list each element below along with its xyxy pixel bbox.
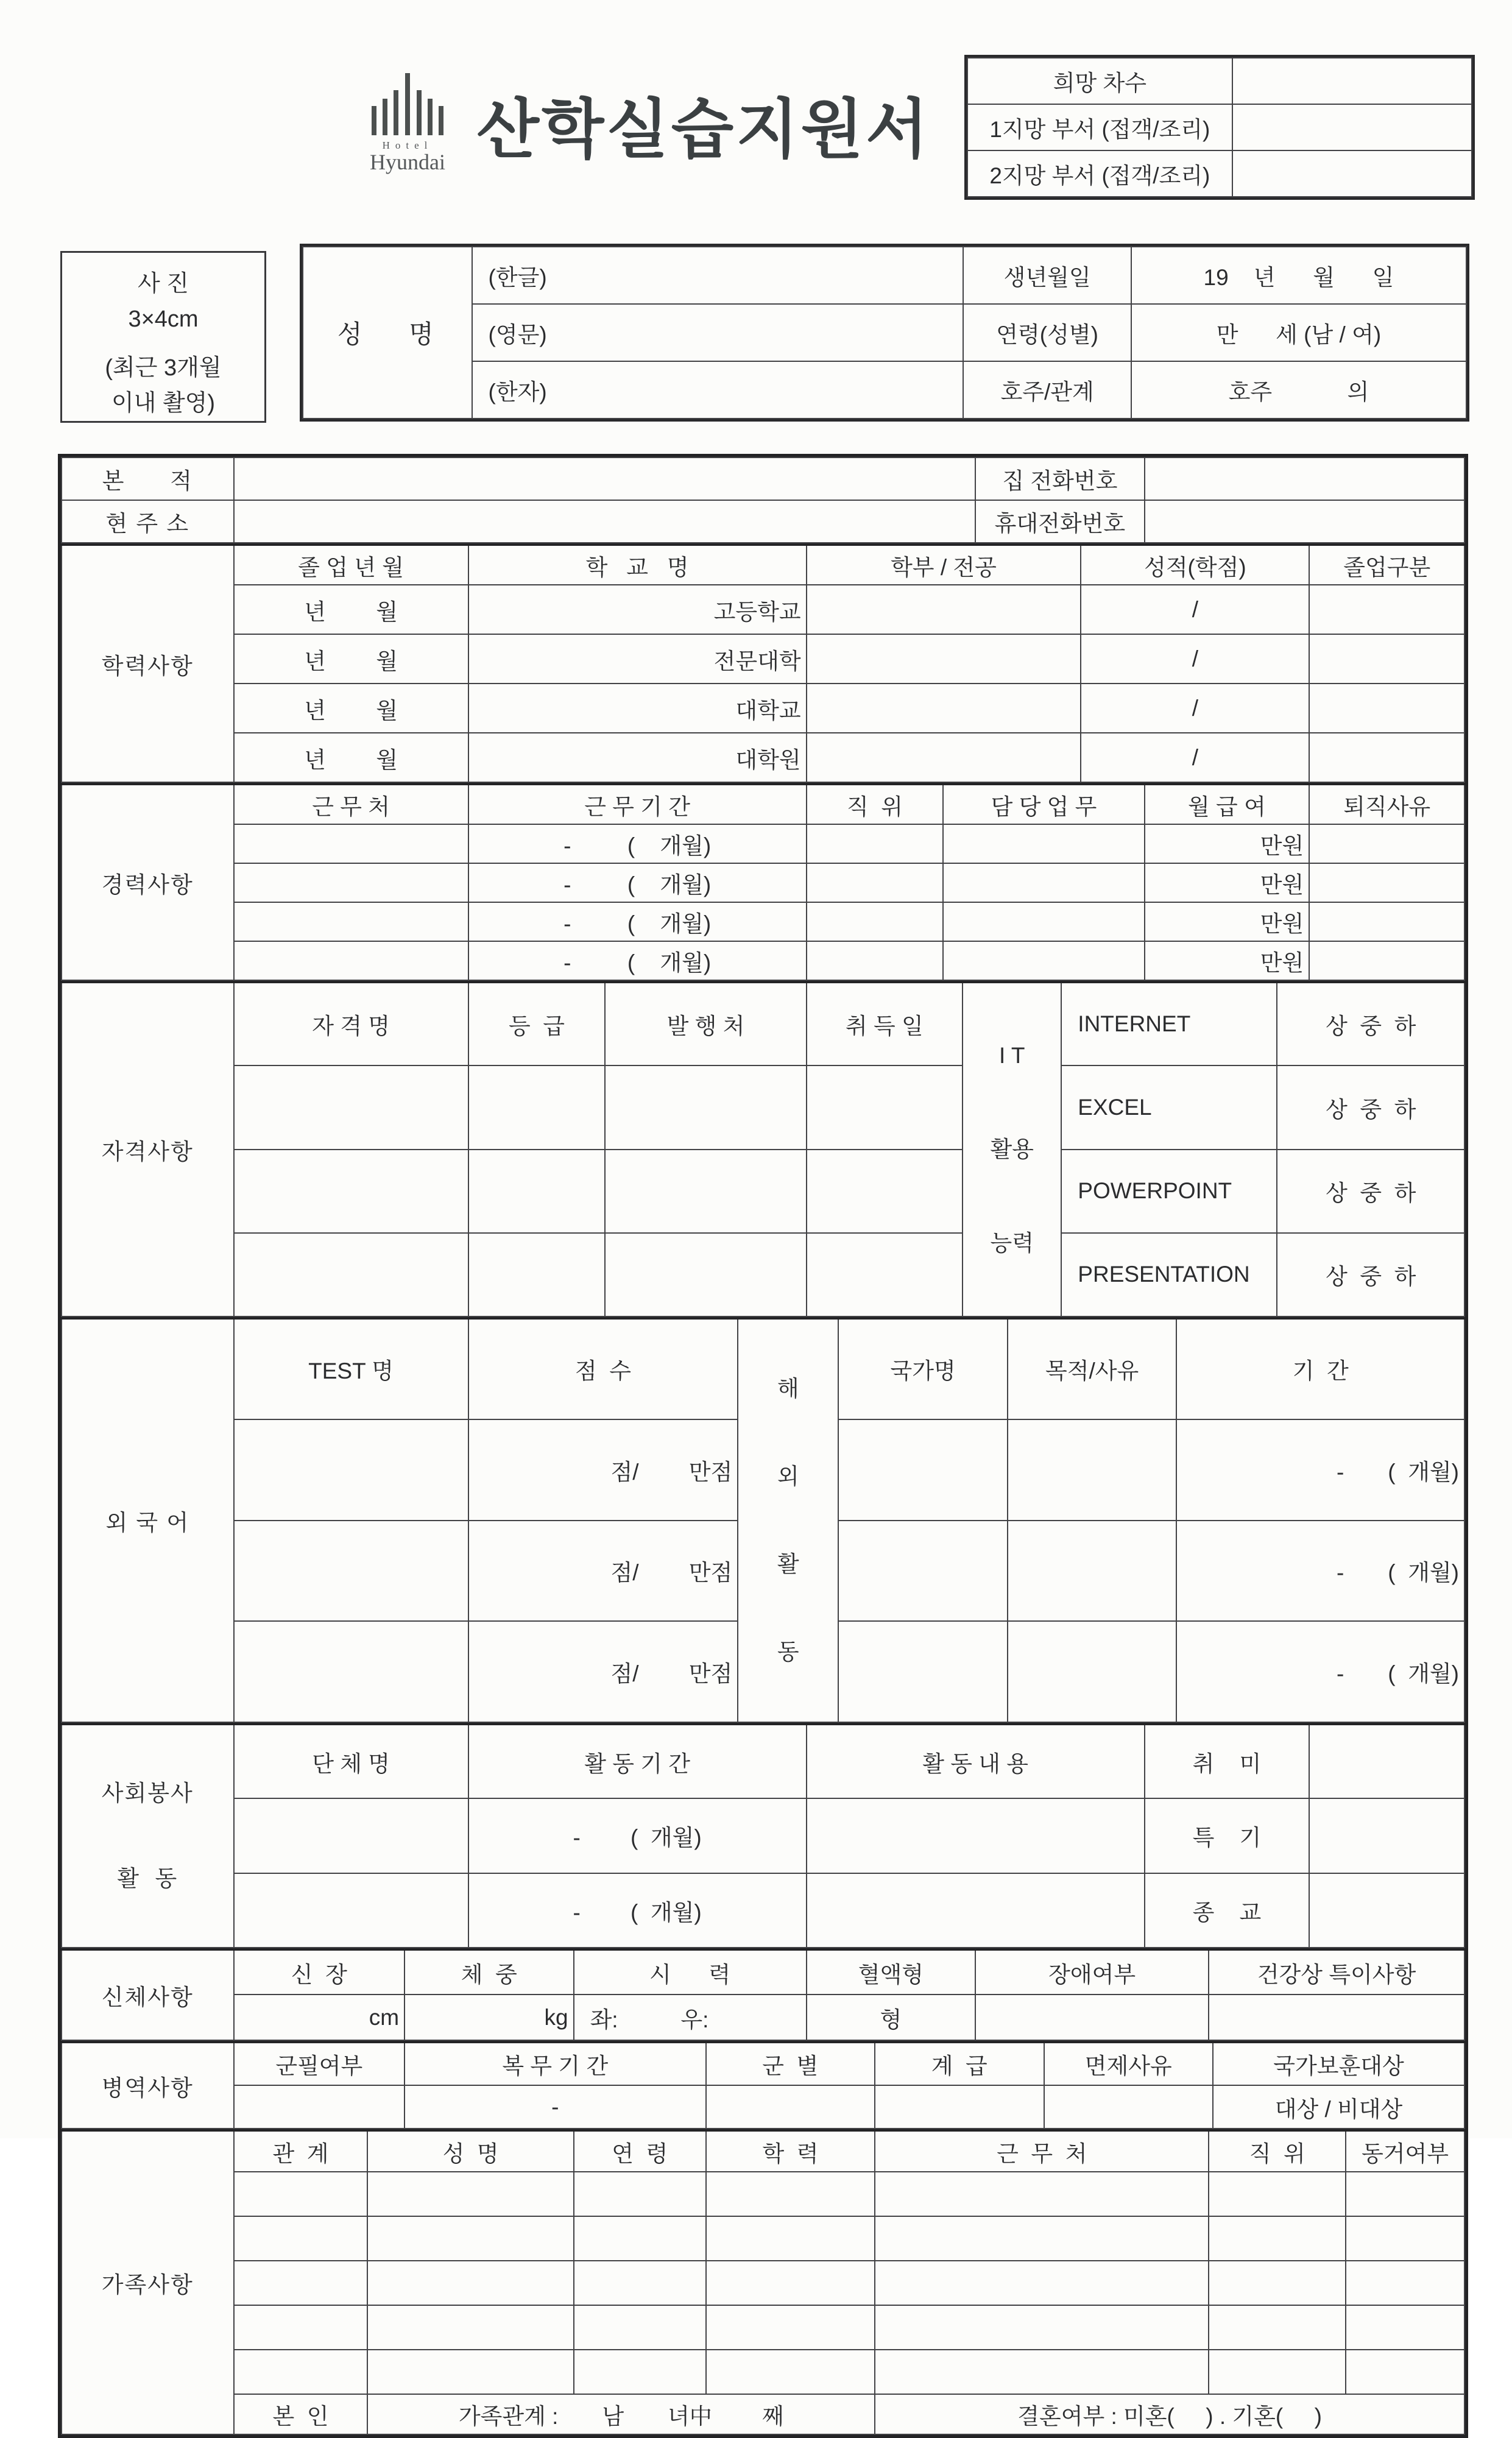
mil-header-veteran: 국가보훈대상 xyxy=(1213,2042,1464,2085)
career-position-field xyxy=(807,824,944,863)
volunteer-section-label xyxy=(62,1724,234,1948)
overseas-header-purpose: 목적/사유 xyxy=(1008,1318,1177,1419)
fam-edu-field xyxy=(706,2350,875,2394)
edu-school-university: 대학교 xyxy=(468,684,807,733)
religion-label: 종 교 xyxy=(1145,1873,1310,1948)
lang-header-score: 점 수 xyxy=(468,1318,738,1419)
it-label-line: 능력 xyxy=(990,1231,1034,1256)
it-label-line: 활용 xyxy=(990,1137,1034,1162)
cert-name-field xyxy=(234,1233,468,1316)
career-salary-unit: 만원 xyxy=(1145,941,1310,980)
fam-work-field xyxy=(875,2261,1209,2305)
phy-header-disability: 장애여부 xyxy=(975,1949,1209,1995)
career-header-period: 근 무 기 간 xyxy=(468,784,807,824)
career-section xyxy=(61,783,1465,981)
career-salary-unit: 만원 xyxy=(1145,824,1310,863)
cert-issuer-field xyxy=(605,1150,806,1233)
fam-name-field xyxy=(367,2350,573,2394)
cert-date-field xyxy=(807,1150,963,1233)
phy-health-field xyxy=(1209,1995,1464,2040)
phy-header-health: 건강상 특이사항 xyxy=(1209,1949,1464,1995)
career-duty-field xyxy=(943,824,1144,863)
it-item-powerpoint: POWERPOINT xyxy=(1061,1150,1277,1233)
phy-header-height: 신 장 xyxy=(234,1949,405,1995)
registered-address-field xyxy=(234,458,976,500)
career-header-position: 직 위 xyxy=(807,784,944,824)
lang-test-field xyxy=(234,1621,468,1722)
edu-type-field xyxy=(1309,585,1464,634)
it-level-presentation: 상 중 하 xyxy=(1277,1233,1464,1316)
mil-header-branch: 군 별 xyxy=(706,2042,875,2085)
cert-date-field xyxy=(807,1065,963,1149)
profile-table xyxy=(300,244,1469,422)
home-phone-label: 집 전화번호 xyxy=(975,458,1145,500)
career-reason-field xyxy=(1309,824,1464,863)
fam-header-name: 성 명 xyxy=(367,2130,573,2172)
specialty-field xyxy=(1309,1798,1464,1873)
cert-name-field xyxy=(234,1150,468,1233)
overseas-label-char: 동 xyxy=(777,1639,799,1664)
fam-work-field xyxy=(875,2305,1209,2350)
military-section-label: 병역사항 xyxy=(62,2042,234,2129)
career-salary-unit: 만원 xyxy=(1145,863,1310,902)
main-form-table xyxy=(58,454,1468,2438)
fam-cohabit-field xyxy=(1346,2261,1464,2305)
career-reason-field xyxy=(1309,863,1464,902)
edu-date-field: 년 월 xyxy=(234,684,468,733)
career-duty-field xyxy=(943,863,1144,902)
military-section xyxy=(61,2041,1465,2129)
career-reason-field xyxy=(1309,941,1464,980)
career-position-field xyxy=(807,941,944,980)
mil-header-period: 복 무 기 간 xyxy=(404,2042,705,2085)
home-phone-field xyxy=(1145,458,1464,500)
phy-weight-field: kg xyxy=(404,1995,574,2040)
career-header-company: 근 무 처 xyxy=(234,784,468,824)
overseas-country-field xyxy=(838,1419,1008,1521)
overseas-header-period: 기 간 xyxy=(1176,1318,1464,1419)
cert-header-name: 자 격 명 xyxy=(234,982,468,1065)
mil-veteran-field: 대상 / 비대상 xyxy=(1213,2085,1464,2129)
edu-header-type: 졸업구분 xyxy=(1309,545,1464,585)
mil-period-field: - xyxy=(404,2085,705,2129)
overseas-purpose-field xyxy=(1008,1521,1177,1622)
fam-age-field xyxy=(574,2172,706,2216)
mil-branch-field xyxy=(706,2085,875,2129)
cert-header-date: 취 득 일 xyxy=(807,982,963,1065)
lang-score-field: 점/ 만점 xyxy=(468,1419,738,1521)
age-gender-field: 만 세 (남 / 여) xyxy=(1131,304,1466,361)
fam-position-field xyxy=(1209,2172,1346,2216)
fam-position-field xyxy=(1209,2216,1346,2261)
it-level-internet: 상 중 하 xyxy=(1277,982,1464,1065)
career-reason-field xyxy=(1309,902,1464,941)
fam-cohabit-field xyxy=(1346,2350,1464,2394)
name-hanja-field: (한자) xyxy=(472,361,964,419)
fam-edu-field xyxy=(706,2261,875,2305)
phy-disability-field xyxy=(975,1995,1209,2040)
career-company-field xyxy=(234,941,468,980)
wish-table xyxy=(964,55,1475,200)
householder-label: 호주/관계 xyxy=(963,361,1131,419)
overseas-country-field xyxy=(838,1621,1008,1722)
name-english-field: (영문) xyxy=(472,304,964,361)
hotel-hyundai-logo xyxy=(355,67,460,174)
cert-issuer-field xyxy=(605,1065,806,1149)
phy-header-weight: 체 중 xyxy=(404,1949,574,1995)
certificates-section-label: 자격사항 xyxy=(62,982,234,1316)
vol-header-period: 활 동 기 간 xyxy=(468,1724,807,1798)
edu-major-field xyxy=(807,684,1081,733)
photo-note-line2: 이내 촬영) xyxy=(111,390,216,416)
householder-field: 호주 의 xyxy=(1131,361,1466,419)
photo-box xyxy=(60,251,266,423)
fam-name-field xyxy=(367,2216,573,2261)
fam-relation-field xyxy=(234,2350,368,2394)
lang-score-field: 점/ 만점 xyxy=(468,1521,738,1622)
overseas-purpose-field xyxy=(1008,1621,1177,1722)
career-period-field: - ( 개월) xyxy=(468,902,807,941)
career-period-field: - ( 개월) xyxy=(468,824,807,863)
overseas-activity-label xyxy=(738,1318,838,1722)
career-header-salary: 월 급 여 xyxy=(1145,784,1310,824)
career-salary-unit: 만원 xyxy=(1145,902,1310,941)
mil-rank-field xyxy=(875,2085,1044,2129)
fam-age-field xyxy=(574,2261,706,2305)
lang-test-field xyxy=(234,1419,468,1521)
religion-field xyxy=(1309,1873,1464,1948)
it-item-internet: INTERNET xyxy=(1061,982,1277,1065)
vol-period-field: - ( 개월) xyxy=(468,1798,807,1873)
edu-grade-field: / xyxy=(1081,634,1309,684)
family-section-label: 가족사항 xyxy=(62,2130,234,2434)
fam-header-age: 연 령 xyxy=(574,2130,706,2172)
registered-address-label: 본 적 xyxy=(62,458,234,500)
specialty-label: 특 기 xyxy=(1145,1798,1310,1873)
photo-note-line1: (최근 3개월 xyxy=(105,355,222,381)
edu-school-highschool: 고등학교 xyxy=(468,585,807,634)
volunteer-label-line: 활 동 xyxy=(117,1866,178,1891)
it-label-line: I T xyxy=(998,1043,1025,1068)
edu-type-field xyxy=(1309,733,1464,782)
fam-header-work: 근 무 처 xyxy=(875,2130,1209,2172)
fam-sibling-order-field: 가족관계 : 남 녀中 째 xyxy=(367,2394,875,2434)
edu-major-field xyxy=(807,733,1081,782)
overseas-label-char: 활 xyxy=(777,1552,799,1577)
fam-relation-field xyxy=(234,2216,368,2261)
cert-grade-field xyxy=(468,1233,606,1316)
edu-major-field xyxy=(807,585,1081,634)
lang-header-test: TEST 명 xyxy=(234,1318,468,1419)
vol-header-content: 활 동 내 용 xyxy=(807,1724,1145,1798)
edu-header-grade: 성적(학점) xyxy=(1081,545,1309,585)
volunteer-section xyxy=(61,1723,1465,1948)
overseas-period-field: - ( 개월) xyxy=(1176,1621,1464,1722)
vol-group-field xyxy=(234,1798,468,1873)
name-label: 성 명 xyxy=(303,247,472,419)
volunteer-label-line: 사회봉사 xyxy=(101,1781,194,1806)
fam-position-field xyxy=(1209,2350,1346,2394)
fam-relation-field xyxy=(234,2261,368,2305)
edu-header-date: 졸 업 년 월 xyxy=(234,545,468,585)
phy-header-blood: 혈액형 xyxy=(807,1949,976,1995)
vol-content-field xyxy=(807,1873,1145,1948)
career-period-field: - ( 개월) xyxy=(468,941,807,980)
fam-age-field xyxy=(574,2350,706,2394)
career-company-field xyxy=(234,902,468,941)
fam-relation-field xyxy=(234,2305,368,2350)
fam-age-field xyxy=(574,2305,706,2350)
physical-section-label: 신체사항 xyxy=(62,1949,234,2040)
edu-grade-field: / xyxy=(1081,585,1309,634)
fam-position-field xyxy=(1209,2305,1346,2350)
lang-test-field xyxy=(234,1521,468,1622)
hobby-label: 취 미 xyxy=(1145,1724,1310,1798)
edu-major-field xyxy=(807,634,1081,684)
it-skills-label xyxy=(963,982,1061,1316)
vol-period-field: - ( 개월) xyxy=(468,1873,807,1948)
birthdate-label: 생년월일 xyxy=(963,247,1131,304)
address-section xyxy=(61,457,1465,543)
wish-dept1-label: 1지망 부서 (접객/조리) xyxy=(967,104,1232,150)
fam-name-field xyxy=(367,2305,573,2350)
phy-vision-field: 좌: 우: xyxy=(574,1995,807,2040)
career-duty-field xyxy=(943,902,1144,941)
fam-work-field xyxy=(875,2350,1209,2394)
edu-date-field: 년 월 xyxy=(234,733,468,782)
phy-blood-field: 형 xyxy=(807,1995,976,2040)
education-section xyxy=(61,543,1465,783)
fam-edu-field xyxy=(706,2172,875,2216)
it-item-excel: EXCEL xyxy=(1061,1065,1277,1149)
edu-grade-field: / xyxy=(1081,733,1309,782)
fam-cohabit-field xyxy=(1346,2172,1464,2216)
birthdate-field: 19 년 월 일 xyxy=(1131,247,1466,304)
physical-section xyxy=(61,1948,1465,2041)
fam-edu-field xyxy=(706,2216,875,2261)
overseas-country-field xyxy=(838,1521,1008,1622)
career-duty-field xyxy=(943,941,1144,980)
certificates-section xyxy=(61,981,1465,1317)
mil-header-exempt: 면제사유 xyxy=(1044,2042,1213,2085)
mil-exempt-field xyxy=(1044,2085,1213,2129)
fam-cohabit-field xyxy=(1346,2305,1464,2350)
overseas-label-char: 해 xyxy=(777,1376,799,1401)
career-header-reason: 퇴직사유 xyxy=(1309,784,1464,824)
logo-hotel-text: Hotel xyxy=(382,140,433,151)
wish-order-label: 희망 차수 xyxy=(967,58,1232,104)
vol-header-group: 단 체 명 xyxy=(234,1724,468,1798)
edu-grade-field: / xyxy=(1081,684,1309,733)
edu-date-field: 년 월 xyxy=(234,585,468,634)
mobile-phone-label: 휴대전화번호 xyxy=(975,500,1145,543)
fam-marriage-field: 결혼여부 : 미혼( ) . 기혼( ) xyxy=(875,2394,1464,2434)
career-company-field xyxy=(234,824,468,863)
fam-header-edu: 학 력 xyxy=(706,2130,875,2172)
cert-grade-field xyxy=(468,1150,606,1233)
overseas-purpose-field xyxy=(1008,1419,1177,1521)
fam-cohabit-field xyxy=(1346,2216,1464,2261)
photo-size-label: 3×4cm xyxy=(128,306,199,332)
cert-grade-field xyxy=(468,1065,606,1149)
it-level-powerpoint: 상 중 하 xyxy=(1277,1150,1464,1233)
fam-relation-field xyxy=(234,2172,368,2216)
vol-content-field xyxy=(807,1798,1145,1873)
wish-dept1-field xyxy=(1232,104,1472,150)
overseas-label-char: 외 xyxy=(777,1464,799,1489)
career-company-field xyxy=(234,863,468,902)
cert-header-issuer: 발 행 처 xyxy=(605,982,806,1065)
wish-dept2-label: 2지망 부서 (접객/조리) xyxy=(967,150,1232,197)
edu-header-major: 학부 / 전공 xyxy=(807,545,1081,585)
fam-name-field xyxy=(367,2172,573,2216)
wish-order-field xyxy=(1232,58,1472,104)
mil-header-status: 군필여부 xyxy=(234,2042,405,2085)
fam-header-relation: 관 계 xyxy=(234,2130,368,2172)
vol-group-field xyxy=(234,1873,468,1948)
cert-issuer-field xyxy=(605,1233,806,1316)
edu-school-college: 전문대학 xyxy=(468,634,807,684)
age-gender-label: 연령(성별) xyxy=(963,304,1131,361)
fam-work-field xyxy=(875,2216,1209,2261)
name-hangul-field: (한글) xyxy=(472,247,964,304)
photo-label: 사 진 xyxy=(138,271,189,297)
overseas-header-country: 국가명 xyxy=(838,1318,1008,1419)
career-period-field: - ( 개월) xyxy=(468,863,807,902)
fam-self-label: 본 인 xyxy=(234,2394,368,2434)
overseas-period-field: - ( 개월) xyxy=(1176,1419,1464,1521)
lang-score-field: 점/ 만점 xyxy=(468,1621,738,1722)
edu-type-field xyxy=(1309,634,1464,684)
current-address-field xyxy=(234,500,976,543)
career-section-label: 경력사항 xyxy=(62,784,234,980)
fam-position-field xyxy=(1209,2261,1346,2305)
fam-edu-field xyxy=(706,2305,875,2350)
family-section xyxy=(61,2129,1465,2435)
form-title: 산학실습지원서 xyxy=(476,94,931,166)
overseas-period-field: - ( 개월) xyxy=(1176,1521,1464,1622)
career-position-field xyxy=(807,902,944,941)
fam-age-field xyxy=(574,2216,706,2261)
edu-school-gradschool: 대학원 xyxy=(468,733,807,782)
education-section-label: 학력사항 xyxy=(62,545,234,782)
edu-type-field xyxy=(1309,684,1464,733)
career-header-duty: 담 당 업 무 xyxy=(943,784,1144,824)
logo-brand-text: Hyundai xyxy=(370,150,445,174)
fam-header-position: 직 위 xyxy=(1209,2130,1346,2172)
foreign-language-section-label: 외 국 어 xyxy=(62,1318,234,1722)
hobby-field xyxy=(1309,1724,1464,1798)
fam-header-cohabit: 동거여부 xyxy=(1346,2130,1464,2172)
cert-header-grade: 등 급 xyxy=(468,982,606,1065)
wish-dept2-field xyxy=(1232,150,1472,197)
fam-name-field xyxy=(367,2261,573,2305)
mil-header-rank: 계 급 xyxy=(875,2042,1044,2085)
it-level-excel: 상 중 하 xyxy=(1277,1065,1464,1149)
cert-name-field xyxy=(234,1065,468,1149)
mil-status-field xyxy=(234,2085,405,2129)
it-item-presentation: PRESENTATION xyxy=(1061,1233,1277,1316)
edu-date-field: 년 월 xyxy=(234,634,468,684)
fam-work-field xyxy=(875,2172,1209,2216)
edu-header-school: 학 교 명 xyxy=(468,545,807,585)
phy-height-field: cm xyxy=(234,1995,405,2040)
foreign-language-section xyxy=(61,1317,1465,1723)
building-bars-icon xyxy=(355,67,460,174)
career-position-field xyxy=(807,863,944,902)
phy-header-vision: 시 력 xyxy=(574,1949,807,1995)
mobile-phone-field xyxy=(1145,500,1464,543)
cert-date-field xyxy=(807,1233,963,1316)
current-address-label: 현 주 소 xyxy=(62,500,234,543)
